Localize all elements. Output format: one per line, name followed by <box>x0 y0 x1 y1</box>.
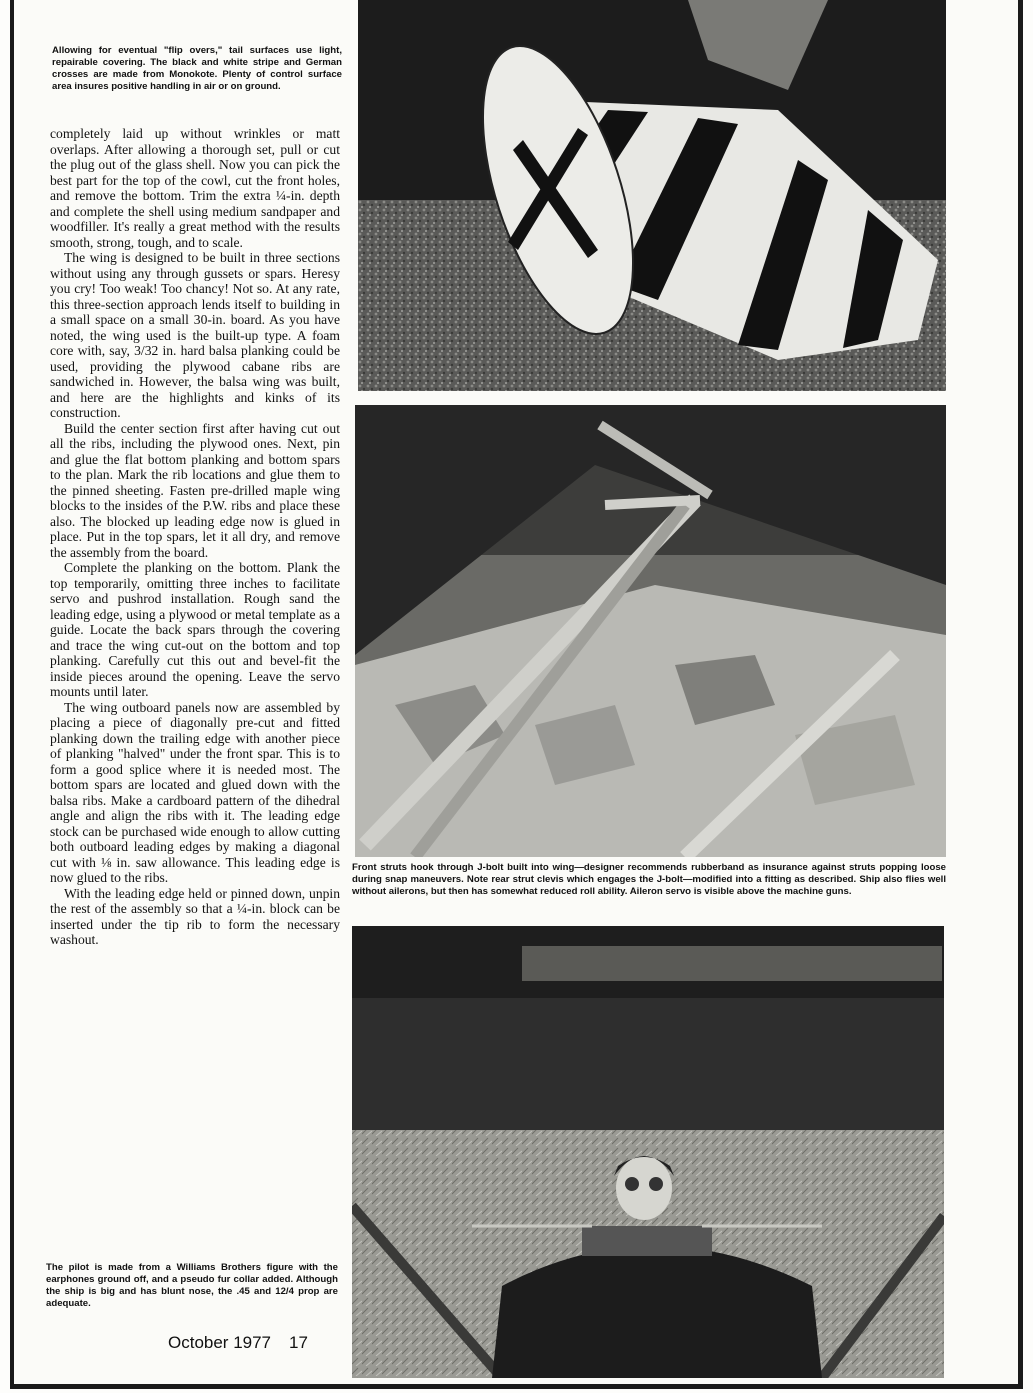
body-paragraph: Build the center section first after having cut out all the ribs, including the plywood ones. Next, pin and glue the flat bottom planking and bottom spars to the plan. Mark the rib locations and glue them to the pinned sheeting. Fasten pre-drilled maple wing blocks to the insides of the P.W. ribs and place these also. The blocked up leading edge now is glued in place. Put in the top spars, let it all dry, and remove the assembly from the board. <box>50 420 340 560</box>
caption-front-struts: Front struts hook through J-bolt built into wing—designer recommends rubberband as insurance against struts popping loose during snap maneuvers. Note rear strut clevis which engages the J-bolt—modified into a fitting as described. Ship also flies well without ailerons, but then has somewhat reduced roll ability. Aileron servo is visible above the machine guns. <box>352 862 946 897</box>
body-paragraph: Complete the planking on the bottom. Plank the top temporarily, omitting three inches to facilitate servo and pushrod installation. Rough sand the leading edge, using a plywood or metal template as a guide. Locate the back spars through the covering and trace the wing cut-out on the bottom and top planking. Carefully cut this out and bevel-fit the inside pieces around the opening. Leave the servo mounts until later. <box>50 560 340 699</box>
photo-front-struts <box>355 405 946 857</box>
photo-tail-surfaces <box>358 0 946 391</box>
body-paragraph: completely laid up without wrinkles or matt overlaps. After allowing a thorough set, pull or cut the plug out of the glass shell. Now you can pick the best part for the top of the cowl, cut the front holes, and remove the bottom. Trim the extra ¼-in. depth and complete the shell using medium sandpaper and woodfiller. It's really a great method with the results smooth, strong, tough, and to scale. <box>50 126 340 250</box>
caption-pilot: The pilot is made from a Williams Brothers figure with the earphones ground off, and a pseudo fur collar added. Although the ship is big and has blunt nose, the .45 and 12/4 prop are adequate. <box>46 1262 338 1309</box>
body-paragraph: The wing outboard panels now are assembled by placing a piece of diagonally pre-cut and fitted planking down the trailing edge with another piece of planking "halved" under the front spar. This is to form a good splice where it is needed most. The bottom spars are located and glued down with the balsa ribs. Make a cardboard pattern of the dihedral angle and align the ribs with it. The leading edge stock can be purchased wide enough to allow cutting both outboard leading edges by making a diagonal cut with ⅛ in. saw allowance. This leading edge is now glued to the ribs. <box>50 699 340 885</box>
issue-date: October 1977 <box>168 1333 272 1352</box>
body-paragraph: The wing is designed to be built in three sections without using any through gussets or spars. Heresy you cry! Too weak! Too chancy! Not so. At any rate, this three-section approach lends itself to building in a small space on a small 30-in. board. As you have noted, the wing used is the built-up type. A foam core with, say, 3/32 in. hard balsa planking could be used, providing the plywood cabane ribs are sandwiched in. However, the balsa wing was built, and here are the highlights and kinks of its construction. <box>50 250 340 420</box>
article-body <box>50 126 340 948</box>
page-number: 17 <box>289 1333 308 1352</box>
body-paragraph: With the leading edge held or pinned down, unpin the rest of the assembly so that a ¼-in. block can be inserted under the tip rib to form the necessary washout. <box>50 885 340 947</box>
photo-pilot <box>352 926 944 1378</box>
caption-tail-surfaces: Allowing for eventual "flip overs," tail surfaces use light, repairable covering. The black and white stripe and German crosses are made from Monokote. Plenty of control surface area insures positive handling in air or on ground. <box>52 45 342 92</box>
page-footer <box>168 1333 308 1353</box>
